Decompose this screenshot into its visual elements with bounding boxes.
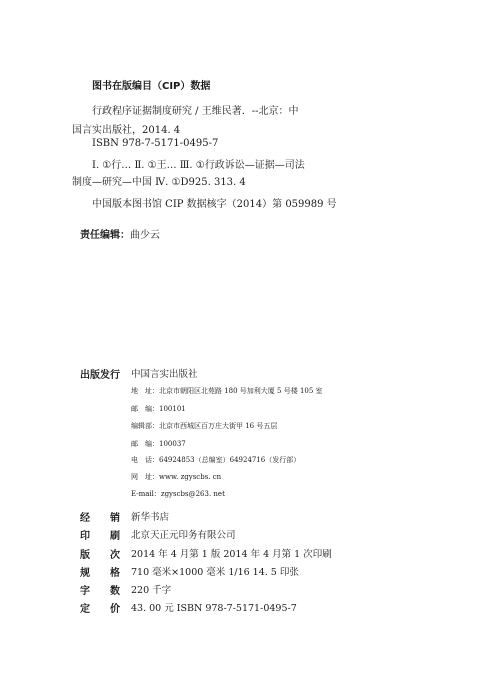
publisher-postcode-2: 邮 编：100037: [131, 440, 186, 448]
publisher-label: 出版发行: [80, 370, 120, 381]
editor-label: 责任编辑：: [80, 230, 130, 241]
publisher-website: 网 址：www. zgyscbs. cn: [131, 473, 222, 481]
publisher-phone: 电 话：64924853（总编室）64924716（发行部）: [131, 456, 301, 464]
publisher-name: 中国言实出版社: [131, 369, 198, 380]
editor-name: 曲少云: [130, 230, 160, 241]
cip-line-6: 中国版本图书馆 CIP 数据核字（2014）第 059989 号: [92, 199, 337, 210]
detail-value-distributor: 新华书店: [131, 512, 170, 523]
detail-value-word-count: 220 千字: [131, 585, 172, 596]
cip-line-1: 行政程序证据制度研究 / 王维民著．--北京：中: [92, 106, 299, 117]
cip-line-5: 制度—研究—中国 Ⅳ. ①D925. 313. 4: [72, 177, 246, 188]
detail-label-price: 定 价: [80, 604, 120, 615]
publisher-postcode: 邮 编：100101: [131, 405, 186, 413]
detail-value-format: 710 毫米×1000 毫米 1/16 14. 5 印张: [131, 567, 299, 578]
detail-label-word-count: 字 数: [80, 586, 120, 597]
cip-line-4: Ⅰ. ①行… Ⅱ. ①王… Ⅲ. ①行政诉讼—证据—司法: [92, 160, 305, 171]
detail-value-printer: 北京天正元印务有限公司: [131, 530, 236, 541]
detail-label-printer: 印 刷: [80, 531, 120, 542]
publisher-email: E-mail：zgyscbs@263. net: [131, 490, 225, 498]
cip-heading: 图书在版编目（CIP）数据: [92, 81, 211, 92]
editor-line: [80, 223, 160, 242]
detail-label-format: 规 格: [80, 568, 120, 579]
publisher-address: 地 址：北京市朝阳区北苑路 180 号加利大厦 5 号楼 105 室: [131, 387, 323, 395]
detail-value-price: 43. 00 元 ISBN 978-7-5171-0495-7: [131, 603, 297, 614]
cip-line-2: 国言实出版社，2014. 4: [72, 125, 181, 136]
detail-label-edition: 版 次: [80, 550, 120, 561]
detail-value-edition: 2014 年 4 月第 1 版 2014 年 4 月第 1 次印刷: [131, 549, 332, 560]
cip-line-3: ISBN 978-7-5171-0495-7: [92, 138, 219, 149]
detail-label-distributor: 经 销: [80, 513, 120, 524]
publisher-editorial-dept: 编辑部：北京市西城区百万庄大街甲 16 号五层: [131, 422, 278, 430]
